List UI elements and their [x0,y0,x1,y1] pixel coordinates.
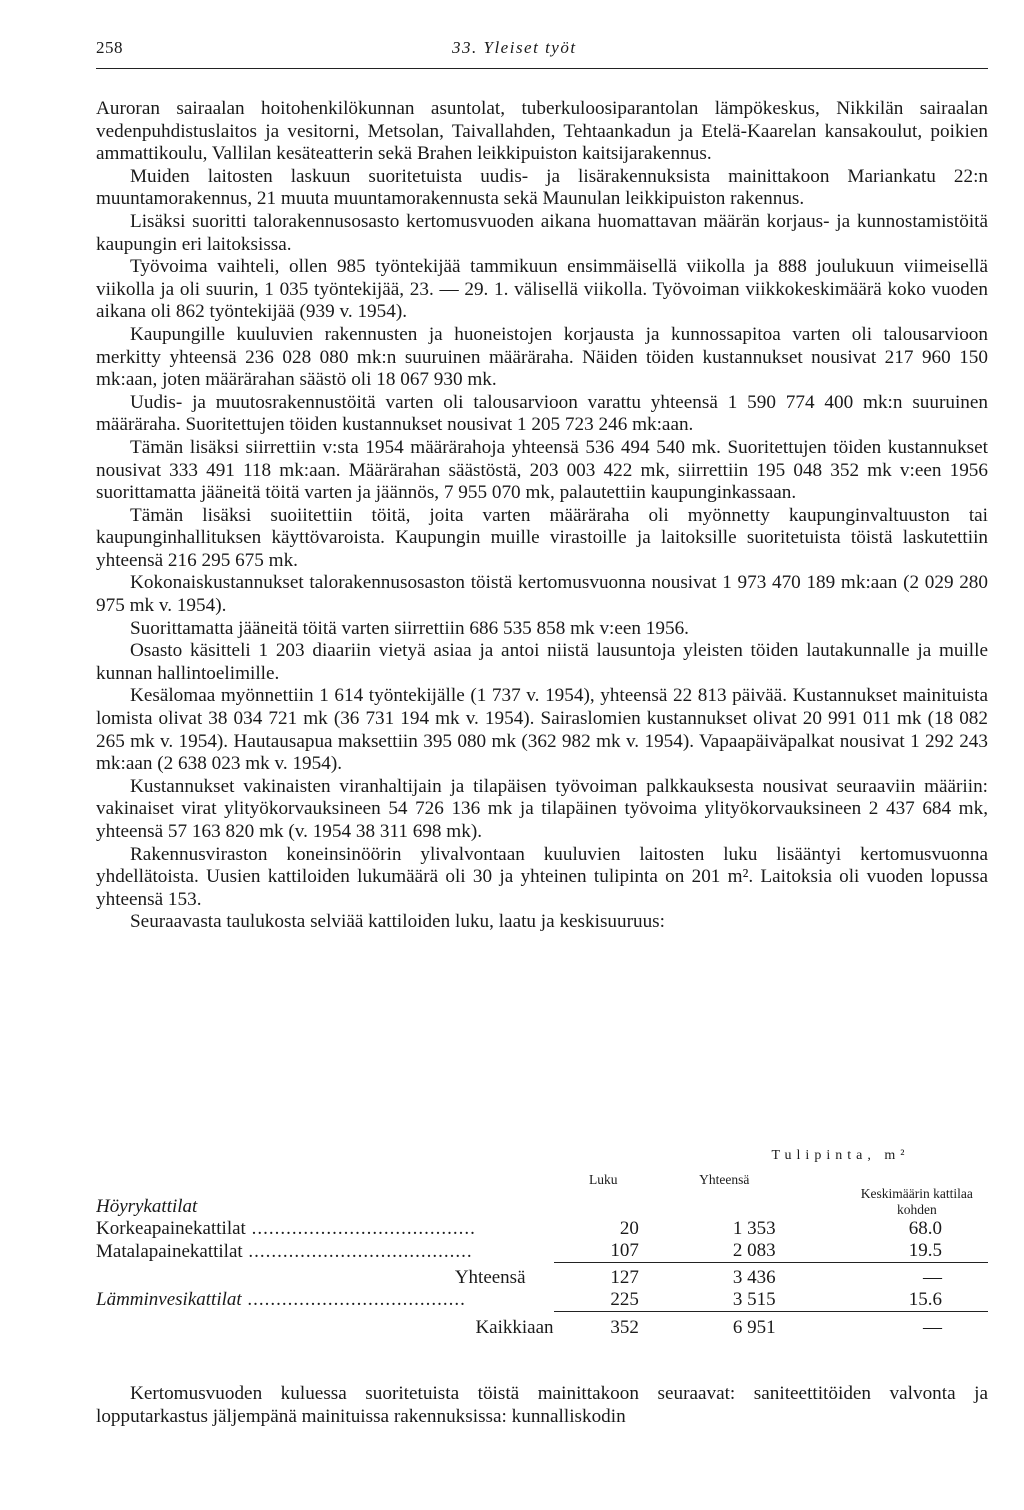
cell-keskimaarin: 68.0 [908,1218,942,1239]
row-label-text: Matalapainekattilat [96,1240,243,1262]
paragraph: Seuraavasta taulukosta selviää kattiloiden luku, laatu ja keskisuuruus: [130,911,665,933]
cell-luku: 352 [554,1311,653,1339]
row-label: Korkeapainekattilat ....................................... [96,1218,476,1239]
paragraph: Uudis- ja muutosrakennustöitä varten oli talousarvioon varattu yhteensä 1 590 774 400 mk:n suuruinen määräraha. Suoritettujen töiden kustannukset nousivat 1 205 723 246 mk:aan. [96,391,988,436]
cell-luku: 107 [610,1240,639,1261]
paragraph: Auroran sairaalan hoitohenkilökunnan asuntolat, tuberkuloosiparantolan lämpökeskus, Nikkilän sairaalan vedenpuhdistuslaitos ja vesitorni, Metsolan, Taivallahden, Tehtaankadun ja Etelä-Kaarelan kansakoulut, poikien ammattikoulu, Vallilan kesäteatterin sekä Brahen leikkipuiston kaitsijarakennus. [96,98,988,165]
cell-yhteensa: 6 951 [653,1311,796,1339]
running-head: 33. Yleiset työt [452,38,577,57]
paragraph: Työvoima vaihteli, ollen 985 työntekijää tammikuun ensimmäisellä viikolla ja 888 joulukuun viimeisellä viikolla ja oli suurin, 1 035 työntekijää, 23. — 29. 1. välisellä viikolla. Työvoiman viikkokeskimäärä koko vuoden aikana oli 862 työntekijää (939 v. 1954). [96,256,988,323]
paragraph: Tämän lisäksi suoiitettiin töitä, joita varten määräraha oli myönnetty kaupunginvaltuuston tai kaupunginhallituksen käyttövaroista. Kaupungin muille virastoille ja laitoksille suoritetuista töistä laskutettiin yhteensä 216 295 675 mk. [96,504,988,571]
paragraph: Rakennusviraston koneinsinöörin ylivalvontaan kuuluvien laitosten luku lisääntyi kertomusvuonna yhdellätoista. Uusien kattiloiden lukumäärä oli 30 ja yhteinen tulipinta on 201 m². Laitoksia oli vuoden lopussa yhteensä 153. [96,843,988,910]
col-header-yhteensa: Yhteensä [699,1172,750,1187]
cell-luku: 20 [619,1218,639,1239]
paragraph: Kesälomaa myönnettiin 1 614 työntekijälle (1 737 v. 1954), yhteensä 22 813 päivää. Kustannukset mainituista lomista olivat 38 034 721 mk (36 731 194 mk v. 1954). Sairaslomien kustannukset olivat 20 991 011 mk (18 082 265 mk v. 1954). Hautausapua maksettiin 395 080 mk (362 982 mk v. 1954). Vapaapäiväpalkat nousivat 1 292 243 mk:aan (2 638 023 mk v. 1954). [96,685,988,775]
tail-text [96,1383,988,1428]
cell-luku: 225 [610,1288,639,1310]
paragraph: Tämän lisäksi siirrettiin v:sta 1954 määrärahoja yhteensä 536 494 540 mk. Suoritettujen töiden kustannukset nousivat 333 491 118 mk:aan. Määrärahan säästöstä, 203 003 422 mk, siirrettiin 195 048 352 mk v:een 1956 suorittamatta jääneitä töitä varten ja jäännös, 7 955 070 mk, palautettiin kaupunginkassaan. [96,436,988,504]
paragraph: Muiden laitosten laskuun suoritetuista uudis- ja lisärakennuksista mainittakoon Mariankatu 22:n muuntamorakennus, 21 muuta muuntamorakennusta sekä Maunulan leikkipuiston rakennus. [96,165,988,210]
paragraph: Lisäksi suoritti talorakennusosasto kertomusvuoden aikana huomattavan määrän korjaus- ja kunnostamistöitä kaupungin eri laitoksissa. [96,210,988,255]
total-label: Kaikkiaan [475,1317,554,1338]
paragraph: Kokonaiskustannukset talorakennusosaston töistä kertomusvuonna nousivat 1 973 470 189 mk:aan (2 029 280 975 mk v. 1954). [96,572,988,617]
cell-luku: 127 [554,1263,653,1289]
boiler-table [96,1142,988,1339]
cell-yhteensa: 3 515 [732,1288,776,1310]
group-header: Tulipinta, m² [771,1148,910,1163]
paragraph: Suorittamatta jääneitä töitä varten siirrettiin 686 535 858 mk v:een 1956. [130,617,689,639]
cell-keskimaarin: — [796,1311,988,1339]
row-label: Matalapainekattilat ....................................... [96,1240,473,1262]
row-label: Lämminvesikattilat ...................................... [96,1289,466,1310]
col-header-keskimaarin: Keskimäärin kattilaa kohden [860,1186,973,1217]
cell-keskimaarin: — [796,1263,988,1289]
page-number: 258 [96,38,123,57]
paragraph: Osasto käsitteli 1 203 diaariin vietyä asiaa ja antoi niistä lausuntoja yleisten töiden lautakunnalle ja muille kunnan hallintoelimille. [96,640,988,684]
cell-keskimaarin: 15.6 [908,1288,942,1310]
header-rule [96,68,988,69]
cell-keskimaarin: 19.5 [908,1240,942,1261]
col-header-luku: Luku [588,1172,618,1187]
paragraph: Kustannukset vakinaisten viranhaltijain ja tilapäisen työvoiman palkkauksesta nousivat seuraaviin määriin: vakinaiset virat ylityökorvauksineen 54 726 136 mk ja tilapäinen työvoima ylityökorvauksineen 2 437 684 mk, yhteensä 57 163 820 mk (v. 1954 38 311 698 mk). [96,775,988,842]
body-text [96,98,988,934]
row-label-text: Lämminvesikattilat [96,1289,242,1310]
row-label-text: Korkeapainekattilat [96,1218,246,1239]
paragraph: Kertomusvuoden kuluessa suoritetuista töistä mainittakoon seuraavat: saniteettitöiden valvonta ja lopputarkastus jäljempänä mainituissa rakennuksissa: kunnalliskodin [96,1383,988,1427]
section-heading-hoyrykattilat: Höyrykattilat [96,1196,198,1217]
cell-yhteensa: 3 436 [653,1263,796,1289]
subtotal-label: Yhteensä [454,1266,526,1288]
cell-yhteensa: 1 353 [732,1218,776,1239]
paragraph: Kaupungille kuuluvien rakennusten ja huoneistojen korjausta ja kunnossapitoa varten oli talousarvioon merkitty yhteensä 236 028 080 mk:n suuruinen määräraha. Näiden töiden kustannukset nousivat 217 960 150 mk:aan, joten määrärahan säästö oli 18 067 930 mk. [96,323,988,391]
cell-yhteensa: 2 083 [732,1240,776,1261]
